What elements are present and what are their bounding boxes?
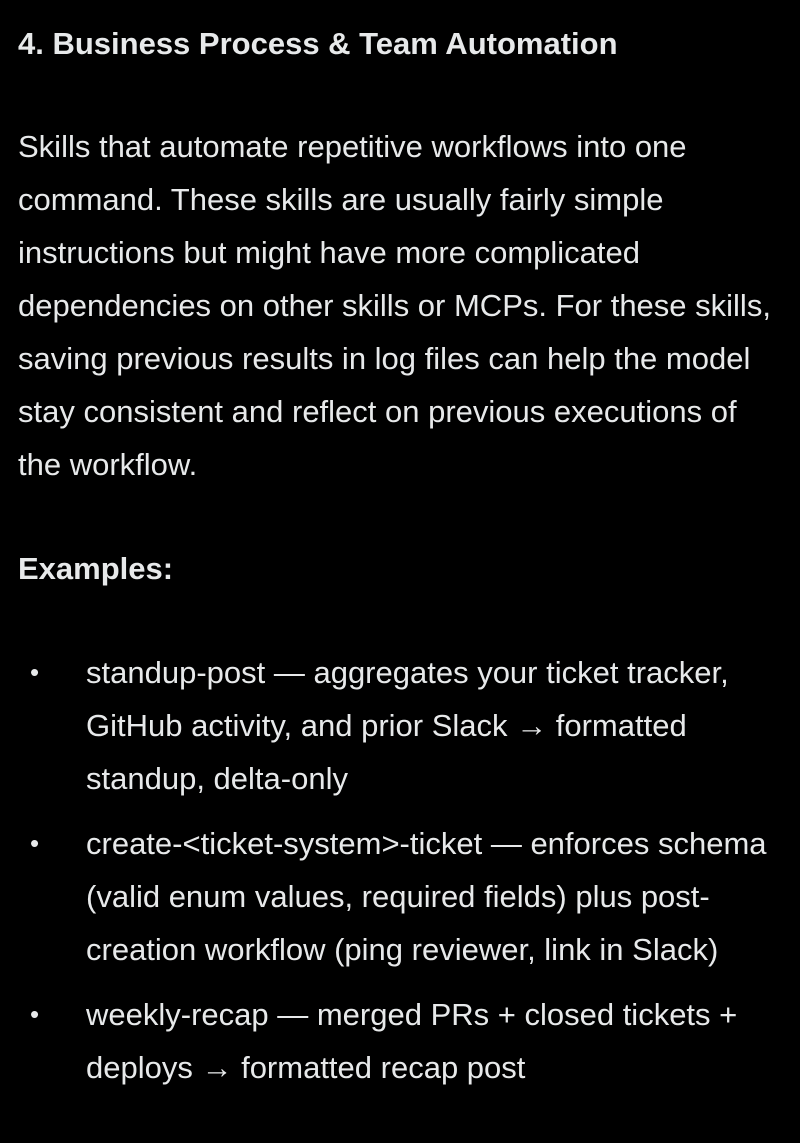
example-text: weekly-recap — merged PRs + closed tickets + deploys → formatted recap post: [86, 997, 738, 1085]
list-item: [0, 988, 800, 1094]
list-item: [0, 646, 800, 805]
bullet-icon: •: [30, 828, 40, 858]
bullet-icon: •: [30, 999, 40, 1029]
section-description: Skills that automate repetitive workflows into one command. These skills are usually fairly simple instructions but might have more complicated dependencies on other skills or MCPs. For these skills, saving previous results in log files can help the model stay consistent and reflect on previous executions of the workflow.: [18, 129, 771, 482]
example-text: create-<ticket-system>-ticket — enforces schema (valid enum values, required fields) plus post-creation workflow (ping reviewer, link in Slack): [86, 826, 767, 967]
examples-list: [0, 646, 800, 1106]
list-item: [0, 817, 800, 976]
examples-label: Examples:: [18, 551, 174, 586]
section-heading: 4. Business Process & Team Automation: [18, 26, 618, 61]
bullet-icon: •: [30, 657, 40, 687]
example-text: standup-post — aggregates your ticket tracker, GitHub activity, and prior Slack → formatted standup, delta-only: [86, 655, 729, 796]
